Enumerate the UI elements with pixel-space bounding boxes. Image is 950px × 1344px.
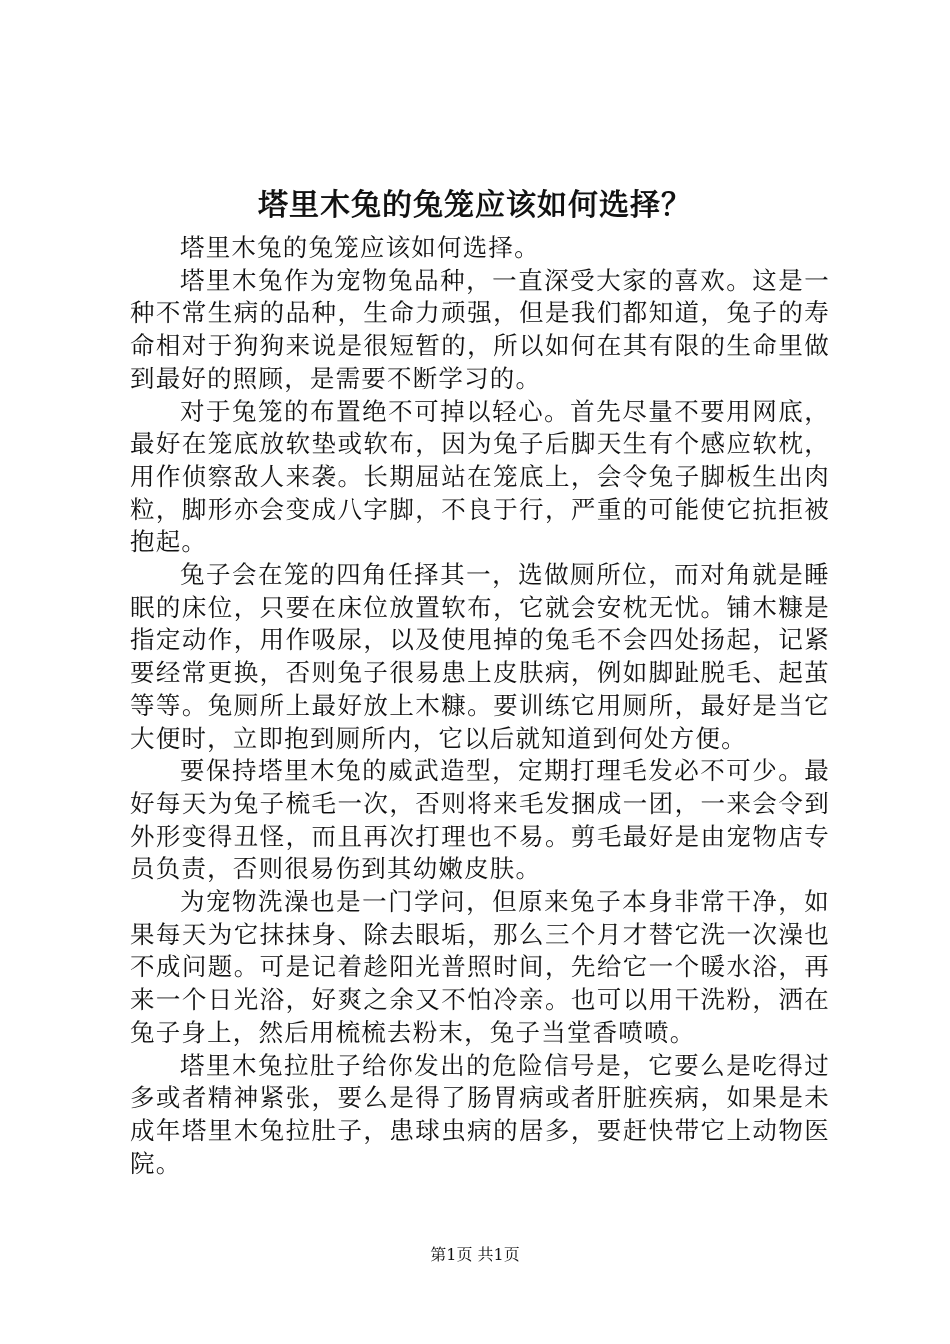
paragraph: 塔里木兔拉肚子给你发出的危险信号是，它要么是吃得过多或者精神紧张，要么是得了肠胃病或者肝脏疾病，如果是未成年塔里木兔拉肚子，患球虫病的居多，要赶快带它上动物医院。 [130, 1050, 830, 1178]
paragraph: 要保持塔里木兔的威武造型，定期打理毛发必不可少。最好每天为兔子梳毛一次，否则将来毛发捆成一团，一来会令到外形变得丑怪，而且再次打理也不易。剪毛最好是由宠物店专员负责，否则很易伤到其幼嫩皮肤。 [130, 756, 830, 884]
paragraph: 对于兔笼的布置绝不可掉以轻心。首先尽量不要用网底，最好在笼底放软垫或软布，因为兔子后脚天生有个感应软枕，用作侦察敌人来袭。长期屈站在笼底上，会令兔子脚板生出肉粒，脚形亦会变成八字脚，不良于行，严重的可能使它抗拒被抱起。 [130, 396, 830, 557]
document-body [130, 232, 830, 1180]
paragraph: 为宠物洗澡也是一门学问，但原来兔子本身非常干净，如果每天为它抹抹身、除去眼垢，那么三个月才替它洗一次澡也不成问题。可是记着趁阳光普照时间，先给它一个暖水浴，再来一个日光浴，好爽之余又不怕冷亲。也可以用干洗粉，洒在兔子身上，然后用梳梳去粉末，兔子当堂香喷喷。 [130, 887, 830, 1047]
paragraph: 兔子会在笼的四角任择其一，选做厕所位，而对角就是睡眠的床位，只要在床位放置软布，它就会安枕无忧。铺木糠是指定动作，用作吸尿，以及使甩掉的兔毛不会四处扬起，记紧要经常更换，否则兔子很易患上皮肤病，例如脚趾脱毛、起茧等等。兔厕所上最好放上木糠。要训练它用厕所，最好是当它大便时，立即抱到厕所内，它以后就知道到何处方便。 [130, 560, 830, 753]
paragraph: 塔里木兔作为宠物兔品种，一直深受大家的喜欢。这是一种不常生病的品种，生命力顽强，但是我们都知道，兔子的寿命相对于狗狗来说是很短暂的，所以如何在其有限的生命里做到最好的照顾，是需要不断学习的。 [130, 265, 830, 393]
paragraph: 塔里木兔的兔笼应该如何选择。 [180, 233, 540, 262]
page-footer: 第1页 共1页 [430, 1245, 520, 1264]
document-title: 塔里木兔的兔笼应该如何选择？ [258, 188, 692, 223]
